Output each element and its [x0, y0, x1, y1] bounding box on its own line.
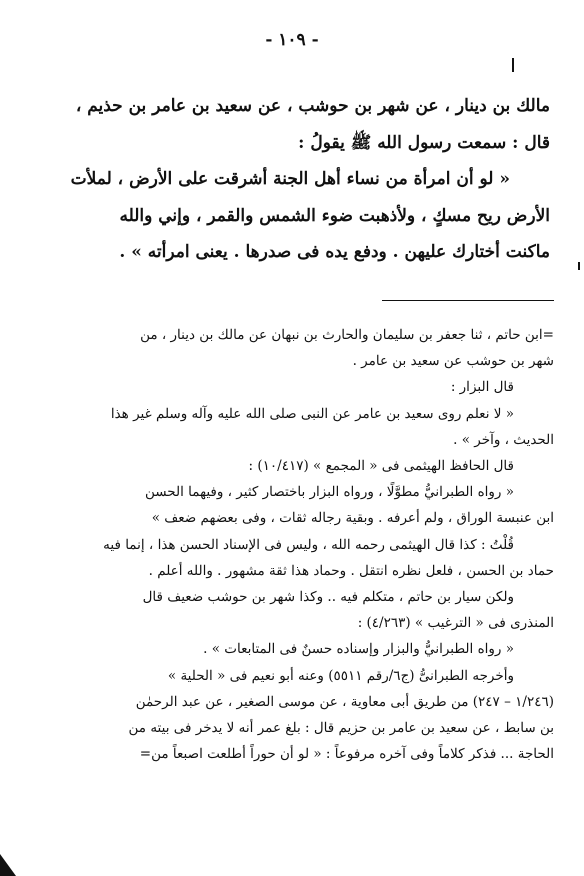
footnote-line: « رواه الطبرانيُّ والبزار وإسناده حسنٌ فى المتابعات » .: [203, 641, 514, 658]
footnote-line: المنذرى فى « الترغيب » (٤/٢٦٣) :: [357, 615, 554, 632]
footnote-line: بن سابط ، عن سعيد بن عامر بن حزيم قال : بلغ عمر أنه لا يدخر فى بيته من: [128, 720, 554, 737]
main-text-line: « لو أن امرأة من نساء أهل الجنة أشرقت على الأرض ، لملأت: [70, 169, 510, 189]
footnotes: [30, 322, 554, 767]
footnote-line: ابن عنبسة الوراق ، ولم أعرفه . وبقية رجاله ثقات ، وفى بعضهم ضعف »: [151, 510, 554, 527]
footnote-line: قال البزار :: [450, 379, 514, 396]
main-text-line: ماكنت أختارك عليهن . ودفع يده فى صدرها . يعنى امرأته » .: [119, 242, 550, 262]
page-number: - ١٠٩ -: [265, 30, 319, 50]
footnote-line: شهر بن حوشب عن سعيد بن عامر .: [352, 353, 554, 370]
footnote-separator: [382, 300, 554, 301]
footnote-line: الحديث ، وآخر » .: [453, 431, 554, 448]
footnote-line: قُلْتُ : كذا قال الهيثمى رحمه الله ، وليس فى الإسناد الحسن هذا ، إنما فيه: [103, 536, 514, 553]
footnote-line: =ابن حاتم ، ثنا جعفر بن سليمان والحارث بن نبهان عن مالك بن دينار ، من: [140, 327, 554, 343]
footnote-line: الحاجة ... فذكر كلاماً وفى آخره مرفوعاً : « لو أن حوراً أطلعت اصبعاً من=: [139, 746, 554, 763]
footnote-line: ولكن سيار بن حاتم ، متكلم فيه .. وكذا شهر بن حوشب ضعيف قال: [142, 589, 514, 606]
footnote-line: « رواه الطبرانيُّ مطوَّلًا ، ورواه البزار باختصار كثير ، وفيهما الحسن: [144, 484, 514, 501]
ink-mark-right: [578, 262, 580, 270]
page-corner-mark: [0, 854, 16, 876]
ink-mark-top: [512, 58, 514, 72]
footnote-line: وأخرجه الطبرانىُّ (ج٦/رقم ٥٥١١) وعنه أبو نعيم فى « الحلية »: [167, 667, 514, 684]
footnote-line: (١/٢٤٦ – ٢٤٧) من طريق أبى معاوية ، عن موسى الصغير ، عن عبد الرحمٰن: [135, 693, 554, 710]
footnote-line: « لا نعلم روى سعيد بن عامر عن النبى صلى الله عليه وآله وسلم غير هذا: [110, 405, 514, 422]
main-text-line: الأرض ريح مسكٍ ، ولأذهبت ضوء الشمس والقمر ، وإني والله: [119, 205, 550, 226]
main-text: [40, 88, 550, 271]
footnote-line: قال الحافظ الهيثمى فى « المجمع » (١٠/٤١٧) :: [248, 458, 514, 475]
main-text-line: مالك بن دينار ، عن شهر بن حوشب ، عن سعيد بن عامر بن حذيم ،: [75, 96, 550, 116]
main-text-line: قال : سمعت رسول الله ﷺ يقولُ :: [298, 132, 550, 153]
footnote-line: حماد بن الحسن ، فلعل نظره انتقل . وحماد هذا ثقة مشهور . والله أعلم .: [148, 562, 554, 579]
